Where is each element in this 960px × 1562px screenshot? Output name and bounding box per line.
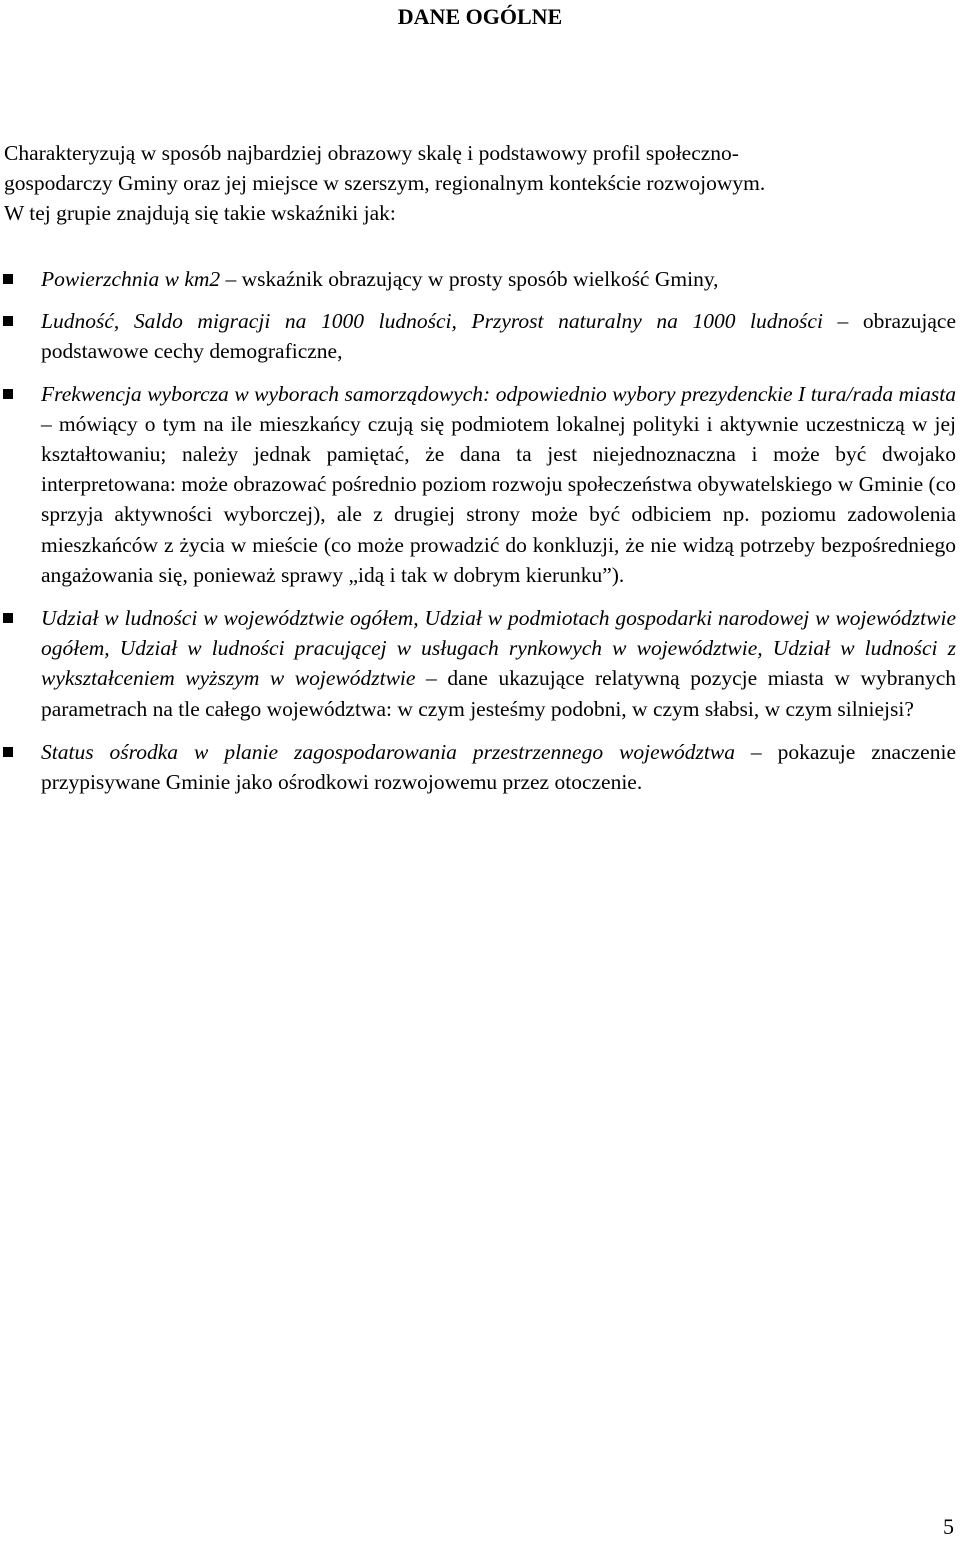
- page-number: 5: [943, 1514, 954, 1539]
- intro-line: W tej grupie znajdują się takie wskaźniki jak:: [4, 201, 396, 225]
- square-bullet-icon: [3, 316, 13, 326]
- square-bullet-icon: [3, 613, 13, 623]
- indicator-term: Frekwencja wyborcza w wyborach samorządowych: odpowiednio wybory prezydenckie I tura/rada miasta: [41, 381, 956, 406]
- indicator-description: – obrazujące podstawowe cechy demograficzne,: [41, 309, 956, 364]
- square-bullet-icon: [3, 274, 13, 284]
- page-title: DANE OGÓLNE: [397, 4, 563, 29]
- indicator-list: [0, 264, 960, 797]
- square-bullet-icon: [3, 389, 13, 399]
- indicator-term: Ludność, Saldo migracji na 1000 ludności, Przyrost naturalny na 1000 ludności: [41, 309, 823, 334]
- indicator-description: – dane ukazujące relatywną pozycje miasta w wybranych parametrach na tle całego województwa: w czym jesteśmy podobni, w czym słabsi, w czym silniejsi?: [41, 666, 956, 721]
- indicator-term: Status ośrodka w planie zagospodarowania przestrzennego województwa: [41, 739, 735, 764]
- indicator-term: Powierzchnia w km2: [41, 267, 221, 291]
- intro-paragraph: [4, 138, 956, 228]
- indicator-term: Udział w ludności w województwie ogółem, Udział w podmiotach gospodarki narodowej w województwie ogółem, Udział w ludności pracującej w usługach rynkowych w województwie, Udział w ludności z wykształceniem wyższym w województwie: [41, 606, 956, 691]
- list-item-population: [0, 306, 960, 366]
- list-item-turnout: [0, 379, 960, 590]
- intro-line: gospodarczy Gminy oraz jej miejsce w szerszym, regionalnym kontekście rozwojowym.: [4, 171, 766, 195]
- list-item-status: [0, 737, 960, 797]
- intro-line: Charakteryzują w sposób najbardziej obrazowy skalę i podstawowy profil społeczno-: [4, 141, 739, 165]
- indicator-description: – wskaźnik obrazujący w prosty sposób wielkość Gminy,: [220, 267, 719, 291]
- square-bullet-icon: [3, 747, 13, 757]
- indicator-description: – pokazuje znaczenie przypisywane Gminie jako ośrodkowi rozwojowemu przez otoczenie.: [41, 739, 956, 795]
- list-item-share: [0, 603, 960, 724]
- list-item-area: [0, 264, 960, 294]
- indicator-description: – mówiący o tym na ile mieszkańcy czują się podmiotem lokalnej polityki i aktywnie uczestniczą w jej kształtowaniu; należy jednak pamiętać, że dana ta jest niejednoznaczna i może być dwojako interpretowana: może obrazować pośrednio poziom rozwoju społeczeństwa obywatelskiego w Gminie (co sprzyja aktywności wyborczej), ale z drugiej strony może być odbiciem np. poziomu zadowolenia mieszkańców z życia w mieście (co może prowadzić do konkluzji, że nie widzą potrzeby bezpośredniego angażowania się, ponieważ sprawy „idą i tak w dobrym kierunku”).: [41, 411, 956, 587]
